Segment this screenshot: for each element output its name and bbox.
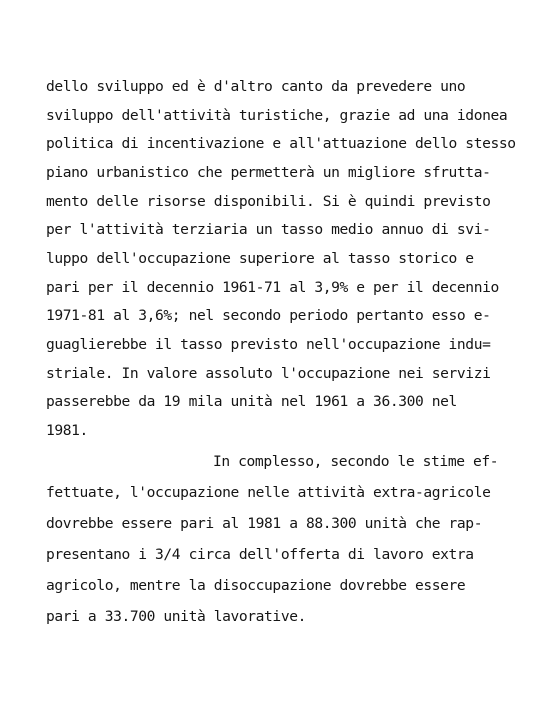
text-line: fettuate, l'occupazione nelle attività extra-agricole bbox=[46, 484, 491, 501]
text-line: luppo dell'occupazione superiore al tasso storico e bbox=[46, 250, 474, 267]
text-line: sviluppo dell'attività turistiche, grazie ad una idonea bbox=[46, 107, 508, 124]
text-line: striale. In valore assoluto l'occupazione nei servizi bbox=[46, 365, 491, 382]
text-line: mento delle risorse disponibili. Si è quindi previsto bbox=[46, 193, 491, 210]
text-line: pari a 33.700 unità lavorative. bbox=[46, 608, 306, 625]
text-line: guaglierebbe il tasso previsto nell'occupazione indu= bbox=[46, 336, 491, 353]
text-line: per l'attività terziaria un tasso medio annuo di svi- bbox=[46, 221, 491, 238]
text-line: 1971-81 al 3,6%; nel secondo periodo pertanto esso e- bbox=[46, 307, 491, 324]
text-line: piano urbanistico che permetterà un migliore sfrutta- bbox=[46, 164, 491, 181]
text-line: passerebbe da 19 mila unità nel 1961 a 36.300 nel bbox=[46, 393, 457, 410]
text-line: politica di incentivazione e all'attuazione dello stesso bbox=[46, 135, 516, 152]
text-line: pari per il decennio 1961-71 al 3,9% e per il decennio bbox=[46, 279, 499, 296]
text-line: presentano i 3/4 circa dell'offerta di lavoro extra bbox=[46, 546, 474, 563]
text-line: dovrebbe essere pari al 1981 a 88.300 unità che rap- bbox=[46, 515, 483, 532]
text-line: agricolo, mentre la disoccupazione dovrebbe essere bbox=[46, 577, 466, 594]
text-line: dello sviluppo ed è d'altro canto da prevedere uno bbox=[46, 78, 466, 95]
text-line-indented: In complesso, secondo le stime ef- bbox=[213, 453, 499, 470]
text-line: 1981. bbox=[46, 422, 88, 439]
